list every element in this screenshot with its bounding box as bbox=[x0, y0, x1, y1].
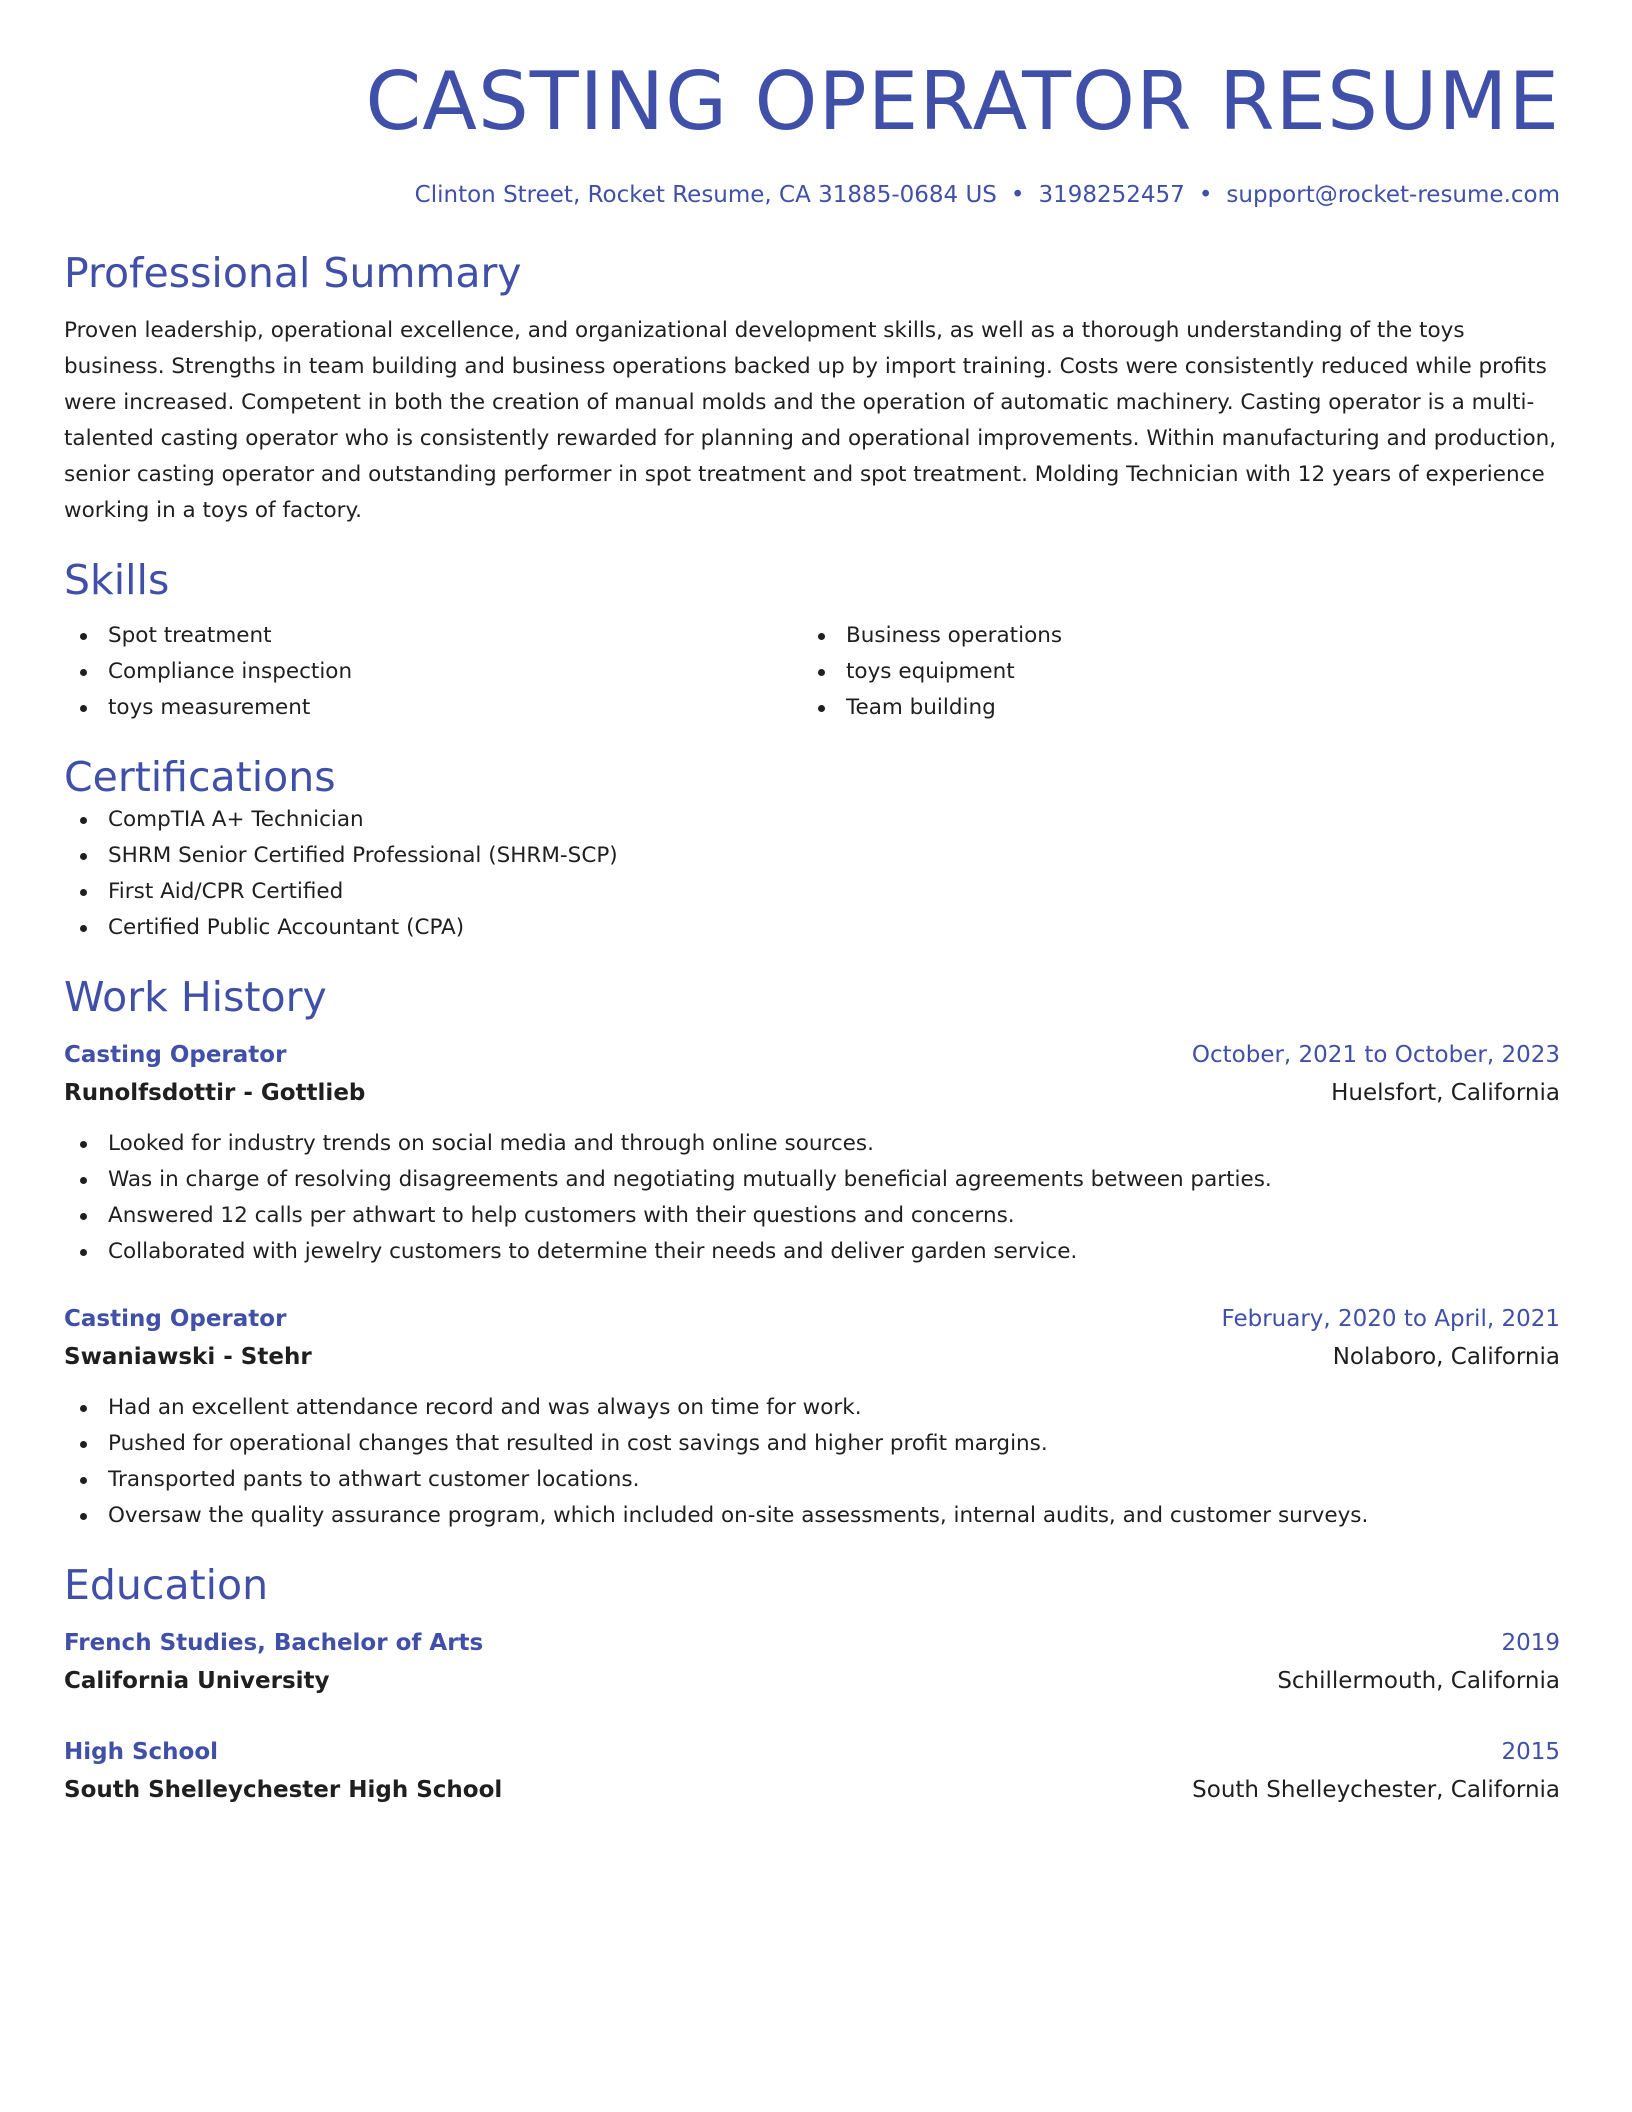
job-location: Nolaboro, California bbox=[1332, 1344, 1560, 1370]
job-entry bbox=[64, 1036, 1560, 1270]
job-duty: Had an excellent attendance record and was always on time for work. bbox=[64, 1390, 1560, 1426]
certification-item: SHRM Senior Certified Professional (SHRM-SCP) bbox=[64, 838, 1560, 874]
certification-item: Certified Public Accountant (CPA) bbox=[64, 910, 1560, 946]
certification-item: CompTIA A+ Technician bbox=[64, 802, 1560, 838]
contact-address: Clinton Street, Rocket Resume, CA 31885-0684 US bbox=[414, 182, 997, 208]
work-history-heading: Work History bbox=[64, 973, 327, 1021]
job-company-row bbox=[64, 1074, 1560, 1112]
education-heading: Education bbox=[64, 1561, 269, 1609]
certification-item: First Aid/CPR Certified bbox=[64, 874, 1560, 910]
job-location: Huelsfort, California bbox=[1331, 1080, 1560, 1106]
education-year: 2015 bbox=[1501, 1739, 1560, 1765]
education-school: California University bbox=[64, 1668, 330, 1694]
education-entry bbox=[64, 1624, 1560, 1700]
job-header-row bbox=[64, 1300, 1560, 1338]
job-duties-list bbox=[64, 1390, 1560, 1534]
skill-item: toys equipment bbox=[802, 654, 1540, 690]
skill-item: Compliance inspection bbox=[64, 654, 802, 690]
contact-separator: • bbox=[1010, 182, 1025, 208]
job-duty: Oversaw the quality assurance program, which included on-site assessments, internal audits, and customer surveys. bbox=[64, 1498, 1560, 1534]
education-location: South Shelleychester, California bbox=[1192, 1777, 1560, 1803]
job-duty: Looked for industry trends on social media and through online sources. bbox=[64, 1126, 1560, 1162]
resume-page bbox=[64, 52, 1560, 1809]
contact-line bbox=[64, 178, 1560, 212]
education-location: Schillermouth, California bbox=[1277, 1668, 1560, 1694]
skill-item: Business operations bbox=[802, 618, 1540, 654]
contact-phone: 3198252457 bbox=[1038, 182, 1185, 208]
summary-text: Proven leadership, operational excellence, and organizational development skills, as well as a thorough understanding of the toys business. Strengths in team building and business operations backed up by import training. Costs were consistently reduced while profits were increased. Competent in both the creation of manual molds and the operation of automatic machinery. Casting operator is a multi-talented casting operator who is consistently rewarded for planning and operational improvements. Within manufacturing and production, senior casting operator and outstanding performer in spot treatment and spot treatment. Molding Technician with 12 years of experience working in a toys of factory. bbox=[64, 318, 1557, 523]
job-duty: Pushed for operational changes that resulted in cost savings and higher profit margins. bbox=[64, 1426, 1560, 1462]
skills-heading: Skills bbox=[64, 556, 170, 604]
education-school-row bbox=[64, 1771, 1560, 1809]
skill-item: toys measurement bbox=[64, 690, 802, 726]
education-entry bbox=[64, 1733, 1560, 1809]
job-duties-list bbox=[64, 1126, 1560, 1270]
job-title: Casting Operator bbox=[64, 1306, 287, 1332]
certifications-heading: Certifications bbox=[64, 753, 336, 801]
skill-item: Team building bbox=[802, 690, 1540, 726]
education-degree: High School bbox=[64, 1739, 219, 1765]
skills-list-left bbox=[64, 618, 802, 726]
job-company-row bbox=[64, 1338, 1560, 1376]
summary-heading: Professional Summary bbox=[64, 249, 522, 297]
education-year: 2019 bbox=[1501, 1630, 1560, 1656]
certifications-list bbox=[64, 802, 1560, 946]
skill-item: Spot treatment bbox=[64, 618, 802, 654]
resume-title: CASTING OPERATOR RESUME bbox=[365, 55, 1560, 148]
education-degree-row bbox=[64, 1733, 1560, 1771]
education-school-row bbox=[64, 1662, 1560, 1700]
job-dates: February, 2020 to April, 2021 bbox=[1221, 1306, 1560, 1332]
contact-email[interactable]: support@rocket-resume.com bbox=[1226, 182, 1560, 208]
job-duty: Was in charge of resolving disagreements and negotiating mutually beneficial agreements between parties. bbox=[64, 1162, 1560, 1198]
job-duty: Collaborated with jewelry customers to determine their needs and deliver garden service. bbox=[64, 1234, 1560, 1270]
contact-separator: • bbox=[1198, 182, 1213, 208]
job-company: Runolfsdottir - Gottlieb bbox=[64, 1080, 366, 1106]
job-entry bbox=[64, 1300, 1560, 1534]
job-title: Casting Operator bbox=[64, 1042, 287, 1068]
skills-grid bbox=[64, 618, 1560, 726]
job-duty: Answered 12 calls per athwart to help customers with their questions and concerns. bbox=[64, 1198, 1560, 1234]
job-duty: Transported pants to athwart customer locations. bbox=[64, 1462, 1560, 1498]
skills-list-right bbox=[802, 618, 1540, 726]
education-degree: French Studies, Bachelor of Arts bbox=[64, 1630, 484, 1656]
job-dates: October, 2021 to October, 2023 bbox=[1191, 1042, 1560, 1068]
job-company: Swaniawski - Stehr bbox=[64, 1344, 312, 1370]
education-school: South Shelleychester High School bbox=[64, 1777, 503, 1803]
job-header-row bbox=[64, 1036, 1560, 1074]
education-degree-row bbox=[64, 1624, 1560, 1662]
